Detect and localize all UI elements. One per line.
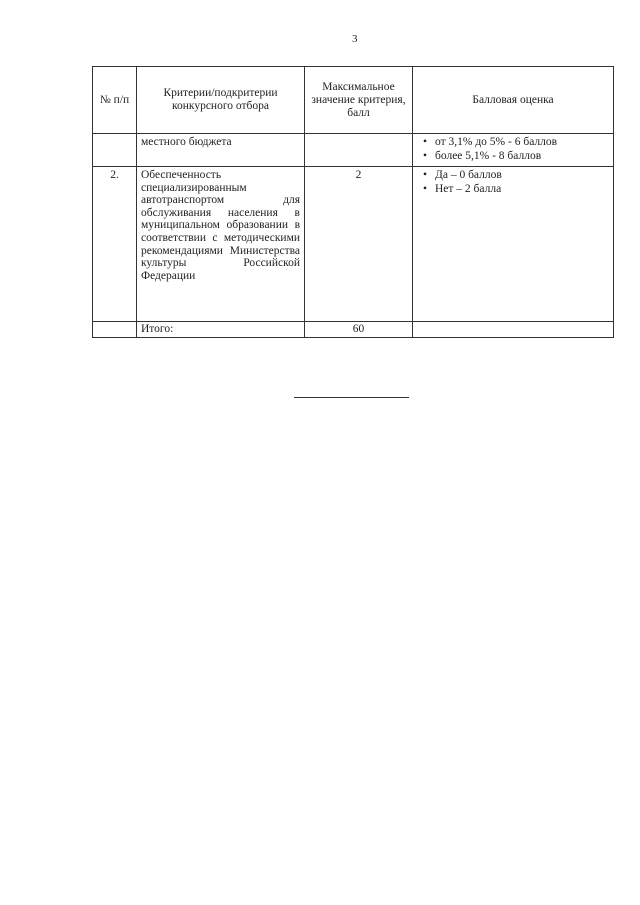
bullet-icon: •: [423, 149, 428, 162]
score-item: • более 5,1% - 8 баллов: [423, 149, 542, 162]
header-num: № п/п: [93, 67, 137, 134]
table-row: [93, 167, 614, 322]
cell-num: [93, 134, 137, 167]
score-list: [417, 136, 609, 163]
page-number: 3: [352, 33, 358, 45]
table-row: [93, 134, 614, 167]
cell-score: [413, 167, 614, 322]
score-item: • Да – 0 баллов: [423, 169, 502, 181]
total-label: Итого:: [137, 322, 305, 338]
score-item: • от 3,1% до 5% - 6 баллов: [423, 136, 558, 148]
cell-max: 2: [305, 167, 413, 322]
cell-score: [413, 134, 614, 167]
cell-criteria: местного бюджета: [137, 134, 305, 167]
table-header-row: [93, 67, 614, 134]
header-criteria: Критерии/подкритерии конкурсного отбора: [137, 67, 305, 134]
header-max: Максимальное значение критерия, балл: [305, 67, 413, 134]
criteria-table: [92, 66, 614, 338]
cell-num: [93, 322, 137, 338]
score-list: [417, 169, 609, 196]
header-score: Балловая оценка: [413, 67, 614, 134]
score-item: • Нет – 2 балла: [423, 182, 502, 195]
bullet-icon: •: [423, 136, 428, 148]
bullet-icon: •: [423, 169, 428, 181]
total-max: 60: [305, 322, 413, 338]
cell-criteria: Обеспеченность специализированным автотранспортом для обслуживания населения в муниципальном образовании в соответствии с методическими рекомендациями Министерства культуры Российской Федерации: [137, 167, 305, 322]
bullet-icon: •: [423, 182, 428, 195]
cell-num: 2.: [93, 167, 137, 322]
cell-score: [413, 322, 614, 338]
cell-max: [305, 134, 413, 167]
total-row: [93, 322, 614, 338]
end-divider: [294, 397, 409, 398]
